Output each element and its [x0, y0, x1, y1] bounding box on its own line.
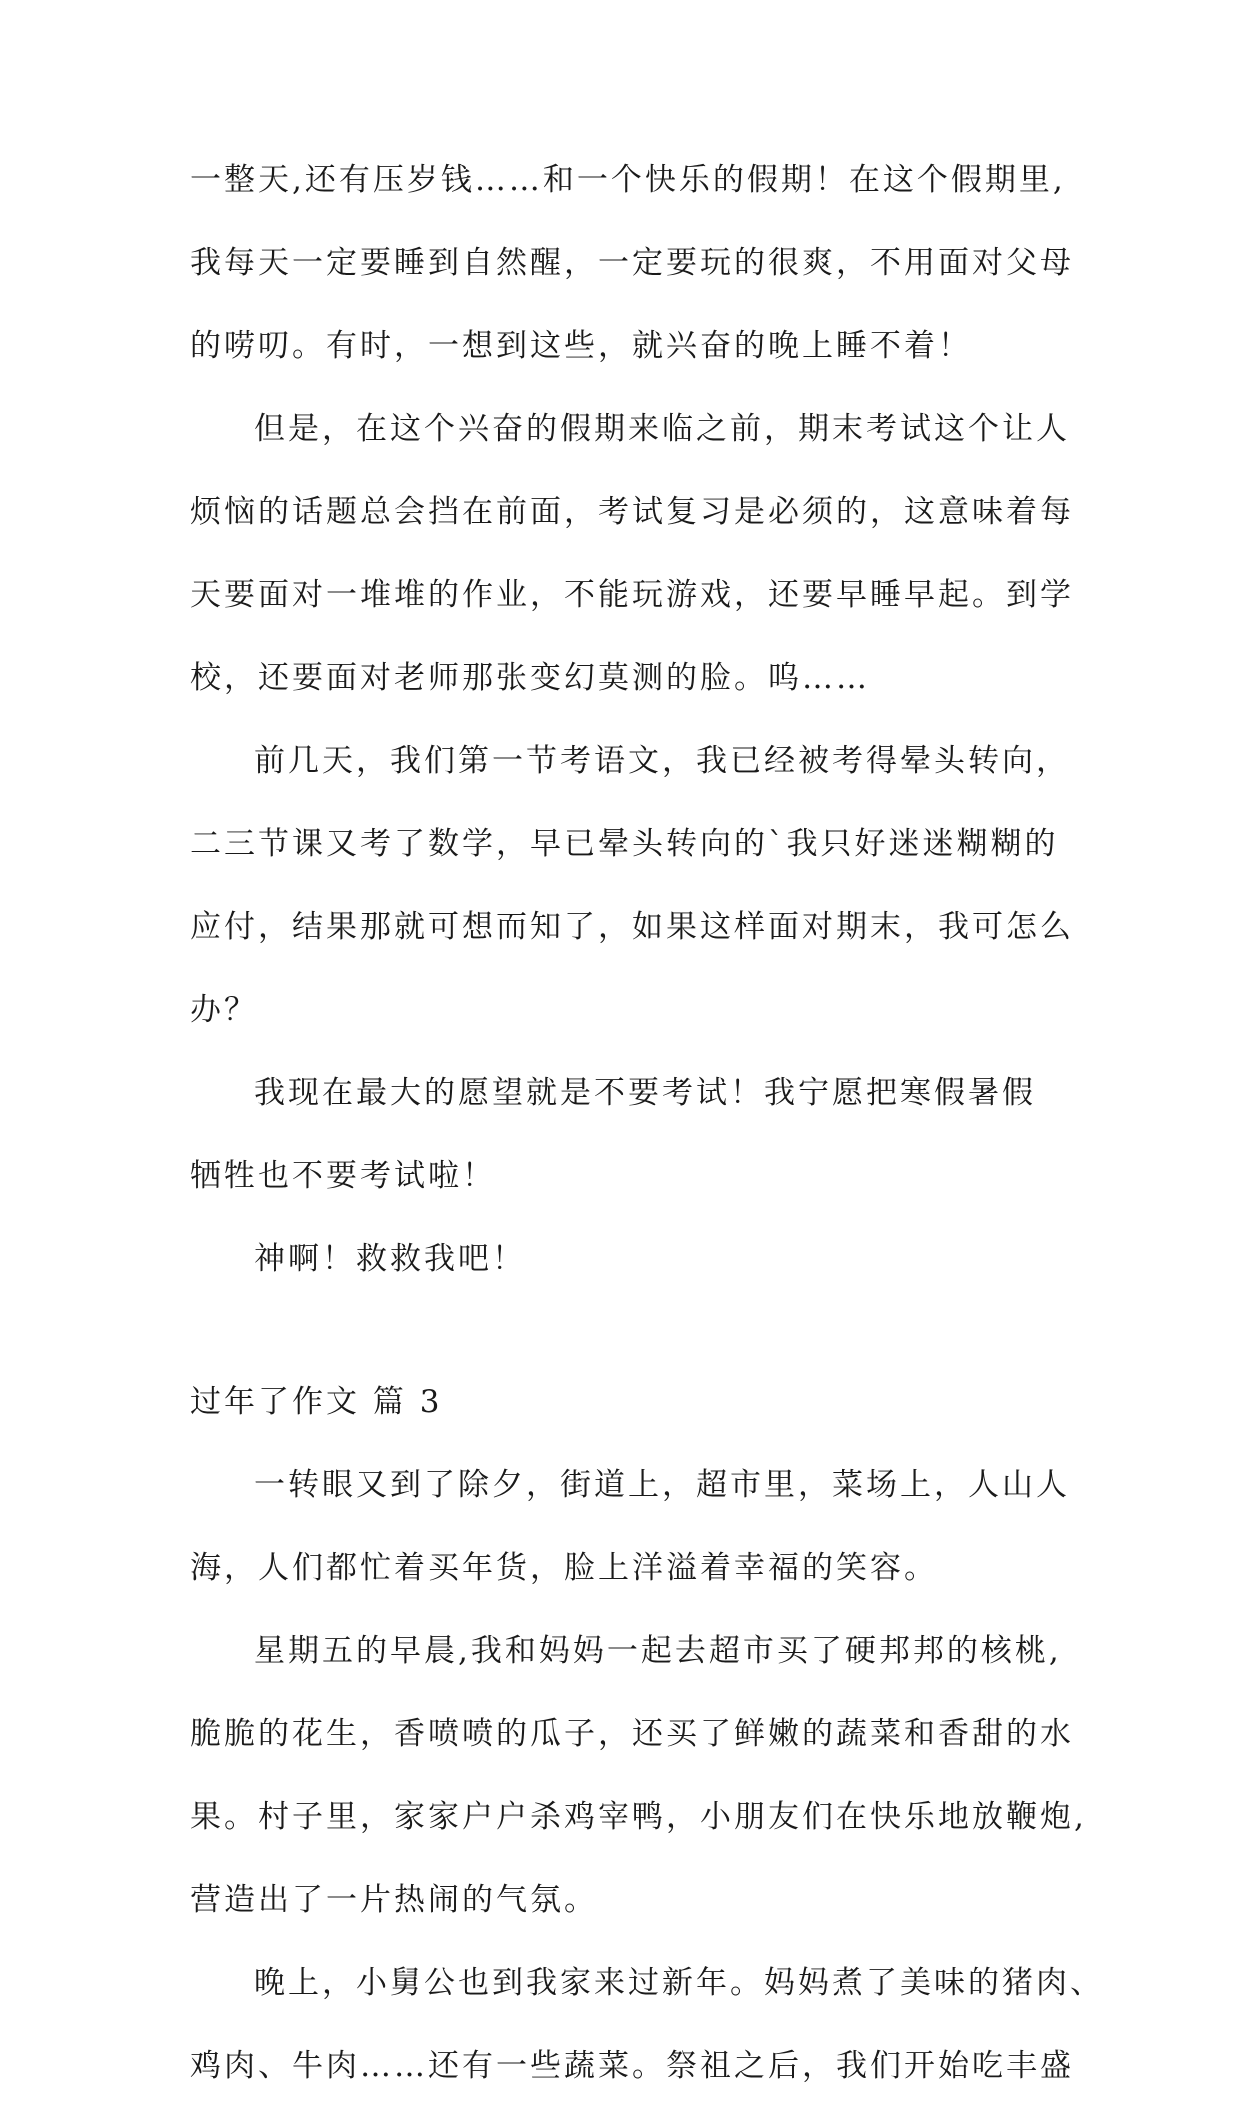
paragraph-start-line: 一转眼又到了除夕，街道上，超市里，菜场上，人山人	[254, 1467, 1070, 1503]
text-line: 办？	[190, 992, 258, 1028]
text-line: 的唠叨。有时，一想到这些，就兴奋的晚上睡不着！	[190, 328, 972, 364]
section-gap	[190, 1320, 1080, 1380]
paragraph-start-line: 我现在最大的愿望就是不要考试！我宁愿把寒假暑假	[254, 1075, 1036, 1111]
paragraph-start-line: 星期五的早晨,我和妈妈一起去超市买了硬邦邦的核桃,	[254, 1633, 1062, 1669]
paragraph-start-line: 前几天，我们第一节考语文，我已经被考得晕头转向，	[254, 743, 1070, 779]
text-line: 我每天一定要睡到自然醒，一定要玩的很爽，不用面对父母	[190, 245, 1074, 281]
text-line: 二三节课又考了数学，早已晕头转向的`我只好迷迷糊糊的	[190, 826, 1059, 862]
text-line: 海，人们都忙着买年货，脸上洋溢着幸福的笑容。	[190, 1550, 938, 1586]
text-line: 一整天,还有压岁钱……和一个快乐的假期！在这个假期里,	[190, 162, 1066, 198]
paragraph-start-line: 神啊！救救我吧！	[254, 1241, 526, 1277]
text-line: 鸡肉、牛肉……还有一些蔬菜。祭祖之后，我们开始吃丰盛	[190, 2048, 1074, 2084]
document-page	[190, 158, 1104, 2127]
text-line: 天要面对一堆堆的作业，不能玩游戏，还要早睡早起。到学	[190, 577, 1074, 613]
text-line: 果。村子里，家家户户杀鸡宰鸭，小朋友们在快乐地放鞭炮,	[190, 1799, 1087, 1835]
text-line: 烦恼的话题总会挡在前面，考试复习是必须的，这意味着每	[190, 494, 1074, 530]
paragraph-start-line: 但是，在这个兴奋的假期来临之前，期末考试这个让人	[254, 411, 1070, 447]
paragraph-start-line: 晚上，小舅公也到我家来过新年。妈妈煮了美味的猪肉、	[254, 1965, 1104, 2001]
text-line: 应付，结果那就可想而知了，如果这样面对期末，我可怎么	[190, 909, 1074, 945]
text-line: 牺牲也不要考试啦！	[190, 1158, 496, 1194]
section-title: 过年了作文 篇 3	[190, 1384, 443, 1420]
text-line: 营造出了一片热闹的气氛。	[190, 1882, 598, 1918]
text-line: 脆脆的花生，香喷喷的瓜子，还买了鲜嫩的蔬菜和香甜的水	[190, 1716, 1074, 1752]
text-line: 校，还要面对老师那张变幻莫测的脸。呜……	[190, 660, 870, 696]
